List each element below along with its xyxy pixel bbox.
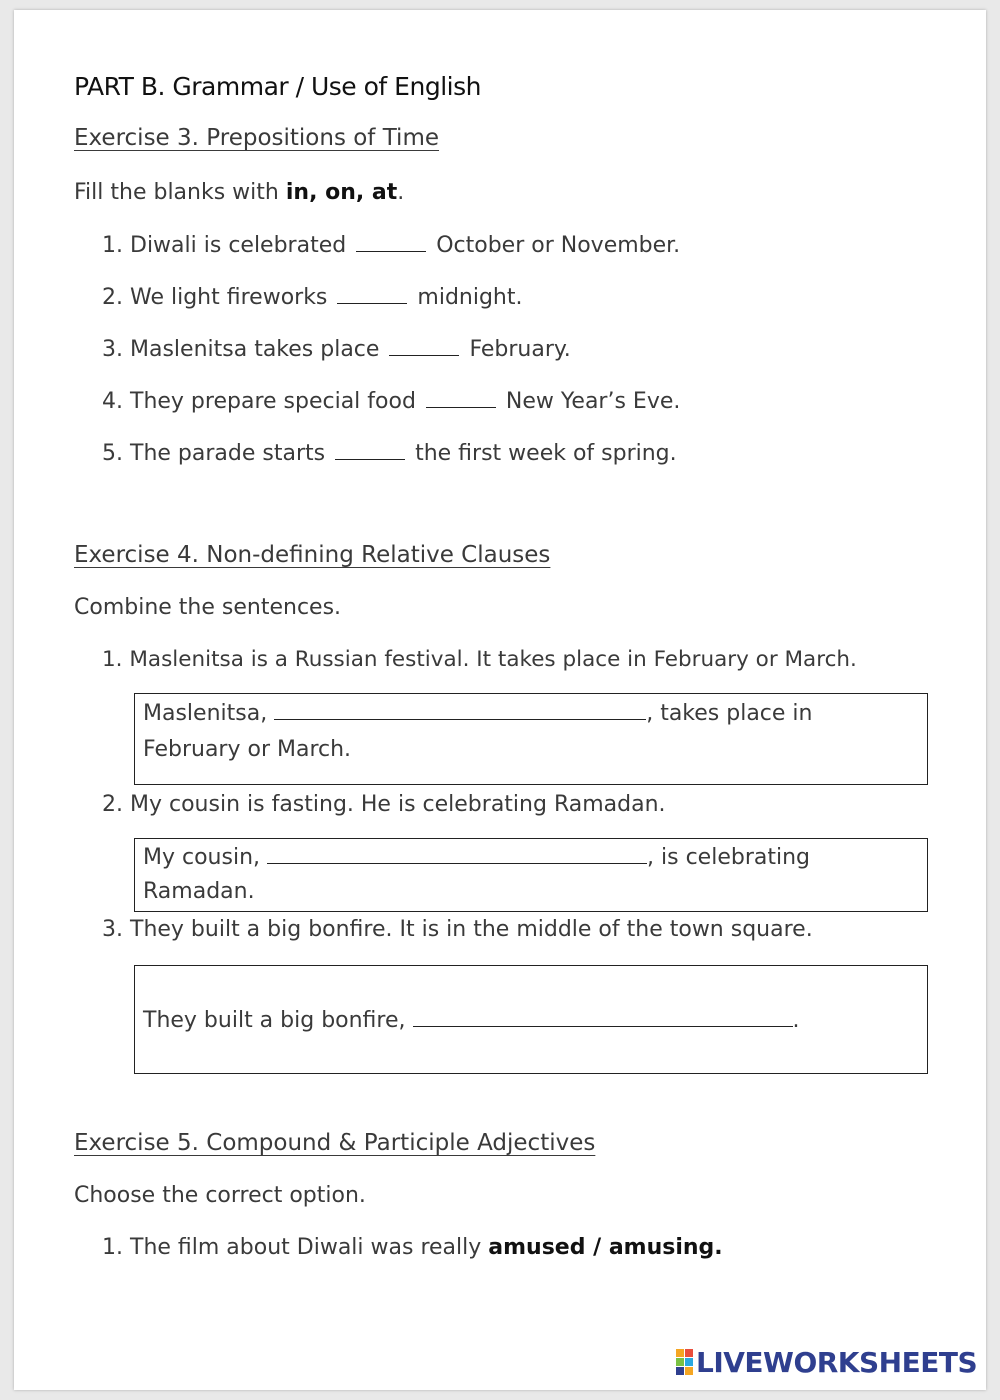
exercise-4-heading: Exercise 4. Non-defining Relative Clauses	[74, 542, 551, 568]
blank-input[interactable]	[335, 439, 405, 460]
item-number: 5.	[102, 441, 123, 466]
answer-line-1	[143, 843, 810, 870]
item-text: My cousin is fasting. He is celebrating Ramadan.	[130, 792, 666, 817]
item-number: 1.	[102, 647, 123, 672]
item-text-after: midnight.	[417, 285, 523, 310]
liveworksheets-logo-icon	[676, 1349, 694, 1375]
answer-box	[134, 838, 928, 912]
box-text-before: Maslenitsa,	[143, 701, 268, 726]
item-text-after: New Year’s Eve.	[505, 389, 681, 414]
item-number: 3.	[102, 337, 123, 362]
exercise-5-heading: Exercise 5. Compound & Participle Adjectives	[74, 1130, 596, 1156]
list-item	[102, 647, 857, 672]
list-item	[102, 387, 680, 414]
item-text-before: Maslenitsa takes place	[130, 337, 380, 362]
item-text-before: They prepare special food	[130, 389, 416, 414]
blank-input[interactable]	[267, 843, 647, 864]
blank-input[interactable]	[413, 1006, 793, 1027]
blank-input[interactable]	[389, 335, 459, 356]
list-item	[102, 792, 666, 817]
box-text-before: They built a big bonfire,	[143, 1008, 406, 1033]
box-text-after: , takes place in	[646, 701, 813, 726]
answer-box	[134, 965, 928, 1074]
blank-input[interactable]	[356, 231, 426, 252]
item-number: 2.	[102, 285, 123, 310]
liveworksheets-logo	[676, 1346, 977, 1379]
instruction-bold-options: in, on, at	[285, 180, 398, 205]
list-item	[102, 335, 571, 362]
item-text-before: We light fireworks	[130, 285, 328, 310]
item-number: 1.	[102, 1235, 123, 1260]
box-text-after: .	[792, 1008, 800, 1033]
item-text: The film about Diwali was really	[130, 1235, 489, 1260]
blank-input[interactable]	[426, 387, 496, 408]
box-text-after: , is celebrating	[647, 845, 810, 870]
instruction-suffix: .	[397, 180, 405, 205]
item-number: 2.	[102, 792, 123, 817]
exercise-3-heading: Exercise 3. Prepositions of Time	[74, 125, 440, 151]
blank-input[interactable]	[337, 283, 407, 304]
page-title: PART B. Grammar / Use of English	[74, 72, 481, 101]
box-text-line-2: February or March.	[143, 737, 352, 762]
answer-line-1	[143, 699, 812, 726]
item-text: Maslenitsa is a Russian festival. It takes place in February or March.	[129, 647, 857, 672]
list-item	[102, 1235, 723, 1260]
item-text-after: October or November.	[436, 233, 681, 258]
box-text-before: My cousin,	[143, 845, 261, 870]
item-text-after: the first week of spring.	[415, 441, 677, 466]
brand-text: LIVEWORKSHEETS	[696, 1346, 978, 1379]
blank-input[interactable]	[274, 699, 646, 720]
list-item	[102, 439, 677, 466]
list-item	[102, 231, 680, 258]
item-text: They built a big bonfire. It is in the middle of the town square.	[130, 917, 813, 942]
exercise-3-instruction	[74, 180, 404, 205]
item-text-after: February.	[469, 337, 571, 362]
item-text-before: The parade starts	[130, 441, 326, 466]
answer-line-1	[143, 1006, 800, 1033]
choice-options[interactable]: amused / amusing.	[488, 1235, 723, 1260]
box-text-line-2: Ramadan.	[143, 879, 255, 904]
answer-box	[134, 693, 928, 785]
list-item	[102, 917, 813, 942]
list-item	[102, 283, 523, 310]
instruction-text: Fill the blanks with	[74, 180, 286, 205]
item-number: 3.	[102, 917, 123, 942]
exercise-4-instruction: Combine the sentences.	[74, 595, 342, 620]
item-text-before: Diwali is celebrated	[130, 233, 347, 258]
exercise-5-instruction: Choose the correct option.	[74, 1183, 366, 1208]
item-number: 4.	[102, 389, 123, 414]
worksheet-page	[14, 10, 986, 1390]
item-number: 1.	[102, 233, 123, 258]
